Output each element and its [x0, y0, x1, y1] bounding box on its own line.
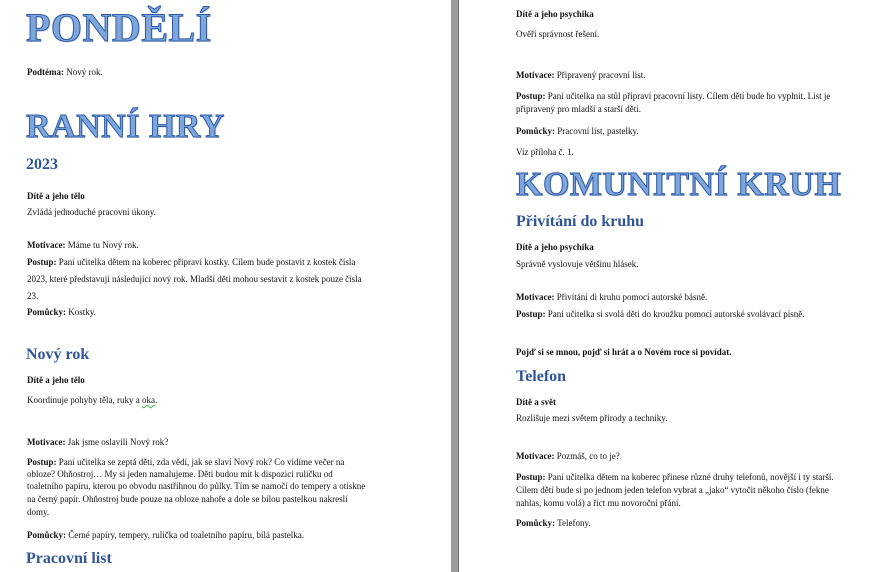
r2-song-text: Pojď si se mnou, pojď si hrát a o Novém roce si povídat.: [516, 347, 732, 357]
r3-area: [516, 397, 556, 408]
subtopic-line: [27, 67, 103, 78]
r3-aids: [516, 518, 591, 529]
r2-motivation: [516, 292, 707, 303]
s2-area-text: Dítě a jeho tělo: [27, 375, 85, 385]
s1-motivation: [27, 240, 139, 251]
r3-motivation-text: Pozmáš, co to je?: [556, 451, 620, 461]
title-monday: PONDĚLÍ: [26, 5, 212, 50]
heading-new-year: Nový rok: [26, 346, 90, 363]
s1-procedure-line-2: 2023, které představují následující nový rok. Mladší děti mohou sestavit z kostek pouze čísla: [27, 274, 362, 284]
document-page-right: [459, 0, 880, 572]
subtopic-value: Nový rok.: [66, 67, 103, 77]
s1-motivation-label: Motivace:: [27, 240, 66, 250]
r3-procedure-line-2: Cílem dětí bude si po jednom jeden telefon vybrat a „jako“ vytočit někoho číslo (fekne: [516, 485, 829, 495]
r2-area: [516, 242, 594, 253]
r2-motivation-text: Přivítání di kruhu pomocí autorské básně.: [556, 292, 708, 302]
heading-phone: Telefon: [516, 368, 567, 385]
s1-aids: [27, 307, 96, 318]
r2-goal: Správně vyslovuje většinu hlásek.: [516, 259, 639, 269]
r1-motivation: [516, 70, 645, 81]
s2-goal: [27, 395, 157, 406]
r3-aids-text: Telefony.: [557, 518, 591, 528]
s1-area: [27, 191, 85, 202]
s2-aids: [27, 530, 304, 541]
s2-goal-end: .: [154, 395, 158, 405]
subtopic-label: Podtéma:: [27, 67, 64, 77]
r3-procedure-line-3: nahlas, komu volá) a říct mu novoroční přání.: [516, 498, 681, 508]
r2-procedure: [516, 309, 804, 320]
s1-motivation-text: Máme tu Nový rok.: [67, 240, 139, 250]
heading-welcome: Přivítání do kruhu: [516, 213, 645, 230]
r1-procedure-line-1: Paní učitelka na stůl připraví pracovní listy. Cílem dětí bude ho vyplnit. List je: [547, 91, 831, 101]
r1-motivation-label: Motivace:: [516, 70, 555, 80]
r1-area-text: Dítě a jeho psychika: [516, 9, 594, 19]
r3-procedure-label: Postup:: [516, 472, 546, 482]
r1-procedure-label: Postup:: [516, 91, 546, 101]
s2-procedure-line-2: obloze? Ohňostroj… My si jeden namalujeme. Děti budou mít k dispozici ruličku od: [27, 469, 333, 479]
r3-procedure-line-1: Paní učitelka dětem na koberec přinese různé druhy telefonů, novější i ty starší.: [547, 472, 834, 482]
s1-goal: Zvládá jednoduché pracovní úkony.: [27, 207, 156, 217]
title-morning-games: RANNÍ HRY: [26, 108, 225, 145]
s1-procedure-line-3: 23.: [27, 291, 39, 301]
r1-aids-label: Pomůcky:: [516, 126, 555, 136]
r2-song: [516, 347, 732, 358]
r2-procedure-label: Postup:: [516, 309, 546, 319]
r3-aids-label: Pomůcky:: [516, 518, 555, 528]
r3-procedure: [516, 472, 834, 483]
heading-worksheet: Pracovní list: [26, 550, 112, 567]
r1-aids-text: Pracovní list, pastelky.: [557, 126, 639, 136]
s2-aids-label: Pomůcky:: [27, 530, 66, 540]
r3-area-text: Dítě a svět: [516, 397, 556, 407]
s2-goal-main: Koordinuje pohyby těla, ruky a: [27, 395, 142, 405]
s2-procedure: [27, 457, 344, 468]
s2-procedure-line-4: na černý papír. Ohňostroj bude pouze na obloze nahoře a dole se bílou pastelkou nakreslí: [27, 494, 348, 504]
s1-procedure: [27, 257, 355, 268]
s2-motivation-label: Motivace:: [27, 437, 66, 447]
s2-motivation: [27, 437, 168, 448]
r1-attachment: Viz příloha č. 1.: [516, 147, 574, 157]
s2-aids-text: Černé papíry, tempery, rulička od toaletního papíru, bílá pastelka.: [68, 530, 305, 540]
r2-procedure-text: Paní učitelka si svolá děti do kroužku pomocí autorské svolávací písně.: [547, 309, 805, 319]
s2-goal-spellcheck: oka: [141, 395, 155, 405]
s1-aids-text: Kostky.: [68, 307, 96, 317]
title-community-circle: KOMUNITNÍ KRUH: [516, 166, 842, 203]
r1-area: [516, 9, 594, 20]
s1-procedure-label: Postup:: [27, 257, 57, 267]
s2-motivation-text: Jak jsme oslavili Nový rok?: [67, 437, 169, 447]
r3-goal: Rozlišuje mezi světem přírody a techniky.: [516, 413, 668, 423]
s2-procedure-line-1: Paní učitelka se zeptá dětí, zda vědí, jak se slaví Nový rok? Co vidíme večer na: [58, 457, 345, 467]
s1-aids-label: Pomůcky:: [27, 307, 66, 317]
r1-motivation-text: Připravený pracovní list.: [556, 70, 646, 80]
r2-motivation-label: Motivace:: [516, 292, 555, 302]
r1-procedure-line-2: připravený pro mladší a starší děti.: [516, 104, 641, 114]
s1-area-text: Dítě a jeho tělo: [27, 191, 85, 201]
s1-procedure-line-1: Paní učitelka dětem na koberec připraví kostky. Cílem bude postavit z kostek čísla: [58, 257, 356, 267]
r1-goal: Ověří správnost řešení.: [516, 29, 600, 39]
r3-motivation-label: Motivace:: [516, 451, 555, 461]
r1-procedure: [516, 91, 830, 102]
r3-motivation: [516, 451, 620, 462]
r2-area-text: Dítě a jeho psychika: [516, 242, 594, 252]
s2-area: [27, 375, 85, 386]
s2-procedure-label: Postup:: [27, 457, 57, 467]
s2-procedure-line-3: toaletního papíru, kterou po obvodu nastříhnou do půlky. Tím se namočí do tempery a otiskne: [27, 481, 366, 491]
heading-2023: 2023: [26, 156, 58, 173]
s2-procedure-line-5: domy.: [27, 507, 50, 517]
r1-aids: [516, 126, 639, 137]
